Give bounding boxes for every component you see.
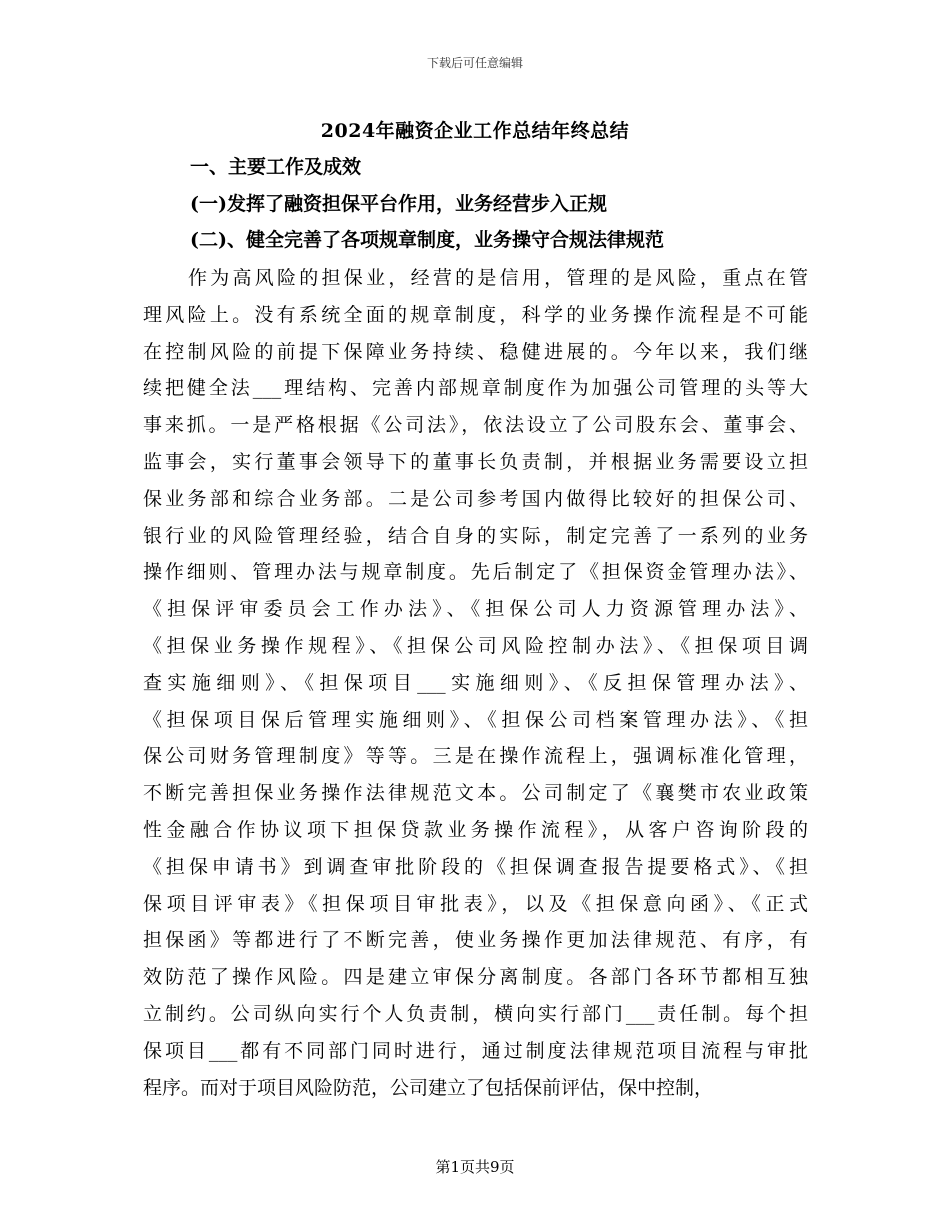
page-header-note: 下载后可任意编辑 [426, 56, 523, 70]
subsection-heading-1: (一)发挥了融资担保平台作用，业务经营步入正规 [190, 193, 607, 215]
paragraph-line: 保公司财务管理制度》等等。三是在操作流程上，强调标准化管理， [143, 745, 808, 768]
paragraph-line: 担保函》等都进行了不断完善，使业务操作更加法律规范、有序，有 [143, 929, 808, 952]
page-number: 第1页共9页 [435, 1158, 515, 1176]
paragraph-line: 不断完善担保业务操作法律规范文本。公司制定了《襄樊市农业政策 [143, 782, 808, 805]
paragraph-line: 《担保评审委员会工作办法》、《担保公司人力资源管理办法》、 [143, 598, 808, 621]
paragraph-line: 事来抓。一是严格根据《公司法》，依法设立了公司股东会、董事会、 [143, 414, 808, 437]
paragraph-line: 保业务部和综合业务部。二是公司参考国内做得比较好的担保公司、 [143, 487, 808, 510]
paragraph-line: 性金融合作协议项下担保贷款业务操作流程》，从客户咨询阶段的 [143, 818, 808, 841]
paragraph-line: 《担保申请书》到调查审批阶段的《担保调查报告提要格式》、《担 [143, 855, 808, 878]
document-title: 2024年融资企业工作总结年终总结 [320, 120, 630, 142]
paragraph-line: 理风险上。没有系统全面的规章制度，科学的业务操作流程是不可能 [143, 303, 808, 326]
section-heading-main-work: 一、主要工作及成效 [190, 156, 362, 178]
paragraph-line: 效防范了操作风险。四是建立审保分离制度。各部门各环节都相互独 [143, 966, 808, 989]
paragraph-line: 《担保项目保后管理实施细则》、《担保公司档案管理办法》、《担 [143, 708, 808, 731]
paragraph-line: 在控制风险的前提下保障业务持续、稳健进展的。今年以来，我们继 [143, 340, 808, 363]
paragraph-line: 保项目___都有不同部门同时进行，通过制度法律规范项目流程与审批 [143, 1039, 808, 1062]
body-paragraph [143, 260, 808, 1106]
paragraph-line: 监事会，实行董事会领导下的董事长负责制，并根据业务需要设立担 [143, 450, 808, 473]
paragraph-line: 银行业的风险管理经验，结合自身的实际，制定完善了一系列的业务 [143, 524, 808, 547]
subsection-heading-2: (二)、健全完善了各项规章制度，业务操守合规法律规范 [190, 229, 664, 251]
paragraph-line: 作为高风险的担保业，经营的是信用，管理的是风险，重点在管 [188, 267, 808, 289]
paragraph-line: 《担保业务操作规程》、《担保公司风险控制办法》、《担保项目调 [143, 634, 808, 657]
paragraph-line: 程序。而对于项目风险防范，公司建立了包括保前评估，保中控制， [143, 1076, 714, 1099]
paragraph-line: 保项目评审表》《担保项目审批表》，以及《担保意向函》、《正式 [143, 892, 808, 915]
paragraph-line: 立制约。公司纵向实行个人负责制，横向实行部门___责任制。每个担 [143, 1002, 808, 1025]
paragraph-line: 操作细则、管理办法与规章制度。先后制定了《担保资金管理办法》、 [143, 561, 808, 584]
paragraph-line: 续把健全法___理结构、完善内部规章制度作为加强公司管理的头等大 [143, 377, 808, 400]
paragraph-line: 查实施细则》、《担保项目___实施细则》、《反担保管理办法》、 [143, 671, 808, 694]
